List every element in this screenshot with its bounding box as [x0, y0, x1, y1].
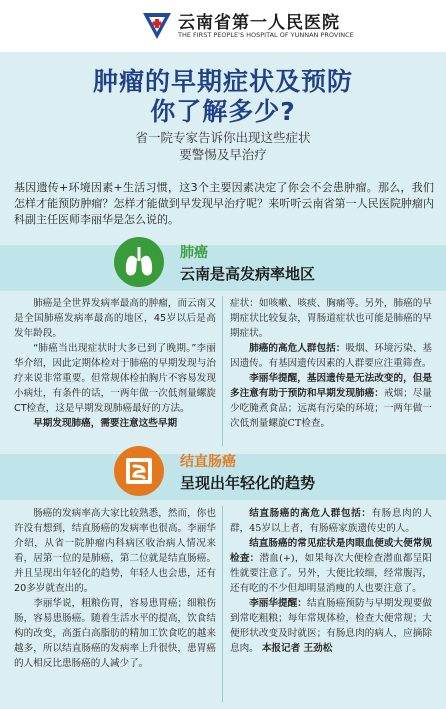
lung-left-p1: 肺癌是全世界发病率最高的肿瘤，而云南又是全国肺癌发病率最高的地区，45岁以后是高发年龄段。 — [14, 298, 216, 339]
subheadline-line1: 省一院专家告诉你出现这些症状 — [135, 130, 311, 145]
hospital-logo-icon — [140, 9, 174, 43]
colon-left-column — [14, 506, 216, 671]
lung-column-divider — [222, 296, 223, 446]
lung-risk-text: 吸烟、环境污染、基因遗传。有基因遗传因素的人群要应注重筛查。 — [230, 343, 433, 369]
subheadline-line2: 要警惕及早治疗 — [179, 147, 267, 162]
intestine-icon — [114, 446, 164, 496]
colon-advice-heading: 李丽华提醒： — [249, 598, 307, 609]
hospital-english-name: THE FIRST PEOPLE'S HOSPITAL OF YUNNAN PROVINCE — [178, 31, 354, 39]
lung-left-column — [14, 296, 216, 431]
colon-section-keyword: 结直肠癌 — [180, 454, 236, 470]
colon-symptom-text: 潜血(+)，如果每次大便检查潜血都呈阳性就要注意了。另外，大便比较细，经常腹泻，还有吃的不少但却明显消瘦的人也要注意了。 — [230, 553, 433, 594]
colon-column-divider — [222, 506, 223, 702]
lung-advice-heading: 李丽华提醒，基因遗传是无法改变的，但是多注意有助于预防和早期发现肺癌： — [230, 373, 432, 399]
headline-line2: 你了解多少? — [150, 97, 296, 126]
lung-right-p1: 症状：如咳嗽、咳痰、胸痛等。另外，肺癌的早期症状比较复杂，胃肠道症状也可能是肺癌的早期症状。 — [230, 298, 432, 339]
lung-right-column — [230, 296, 432, 431]
colon-symptom-heading: 结直肠癌的常见症状是肉眼血便或大便常规检查： — [230, 538, 432, 564]
lung-advice-text: 戒烟；尽量少吃腌煮食品；远离有污染的环境；一两年做一次低剂量螺旋CT检查。 — [230, 388, 433, 429]
colon-section-title: 呈现出年轻化的趋势 — [180, 474, 316, 492]
headline-line1: 肿瘤的早期症状及预防 — [92, 67, 353, 96]
colon-right-column — [230, 506, 432, 656]
colon-advice-text: 结直肠癌预防与早期发现要做到常吃粗粮；每年常规体检，检查大便常规；大便形状改变及时就医；有肠息肉的病人，应摘除息肉。 — [230, 598, 433, 654]
hospital-name: 云南省第一人民医院 — [178, 13, 340, 33]
colon-left-p2: 李丽华说，粗粮伤胃，容易患胃癌；细粮伤肠，容易患肠癌。随着生活水平的提高，饮食结构的改变，高蛋白高脂肪的精加工饮食吃的越来越多，所以结直肠癌的发病率上升很快，患胃癌的人相反比患肠癌的人减少了。 — [14, 598, 216, 669]
colon-risk-heading: 结直肠癌的高危人群包括： — [249, 508, 372, 519]
hospital-header — [140, 6, 440, 46]
lung-risk-heading: 肺癌的高危人群包括： — [249, 343, 346, 354]
lung-left-p2: “肺癌当出现症状时大多已到了晚期。”李丽华介绍，因此定期体检对于肺癌的早期发现与治疗来说非常重要。但常规体检拍胸片不容易发现小病灶，有条件的话，一两年做一次低剂量螺旋CT检查，这是早期发现肺癌最好的方法。 — [14, 343, 216, 414]
colon-left-p1: 肠癌的发病率高大家比较熟悉，然而，你也许没有想到，结直肠癌的发病率也很高。李丽华介绍，从省一院肿瘤内科病区收治病人情况来看，居第一位的是肺癌，第二位就是结直肠癌。并且呈现出年轻化的趋势，年轻人也会患，还有20多岁就查出的。 — [14, 508, 216, 594]
byline: 本报记者 王劲松 — [261, 643, 333, 654]
lung-section-keyword: 肺癌 — [180, 245, 208, 261]
lung-icon — [114, 237, 164, 287]
lung-left-p3: 早期发现肺癌，需要注意这些早期 — [33, 418, 178, 429]
colon-risk-text: 有肠息肉的人群，45岁以上者，有肠癌家族遗传史的人。 — [230, 508, 433, 534]
lung-section-title: 云南是高发病率地区 — [180, 265, 316, 283]
intro-paragraph: 基因遗传+环境因素+生活习惯，这3个主要因素决定了你会不会患肿瘤。那么，我们怎样才能预防肿瘤？怎样才能做到早发现早治疗呢？来听听云南省第一人民医院肿瘤内科副主任医师李丽华是怎么说的。 — [14, 181, 434, 226]
